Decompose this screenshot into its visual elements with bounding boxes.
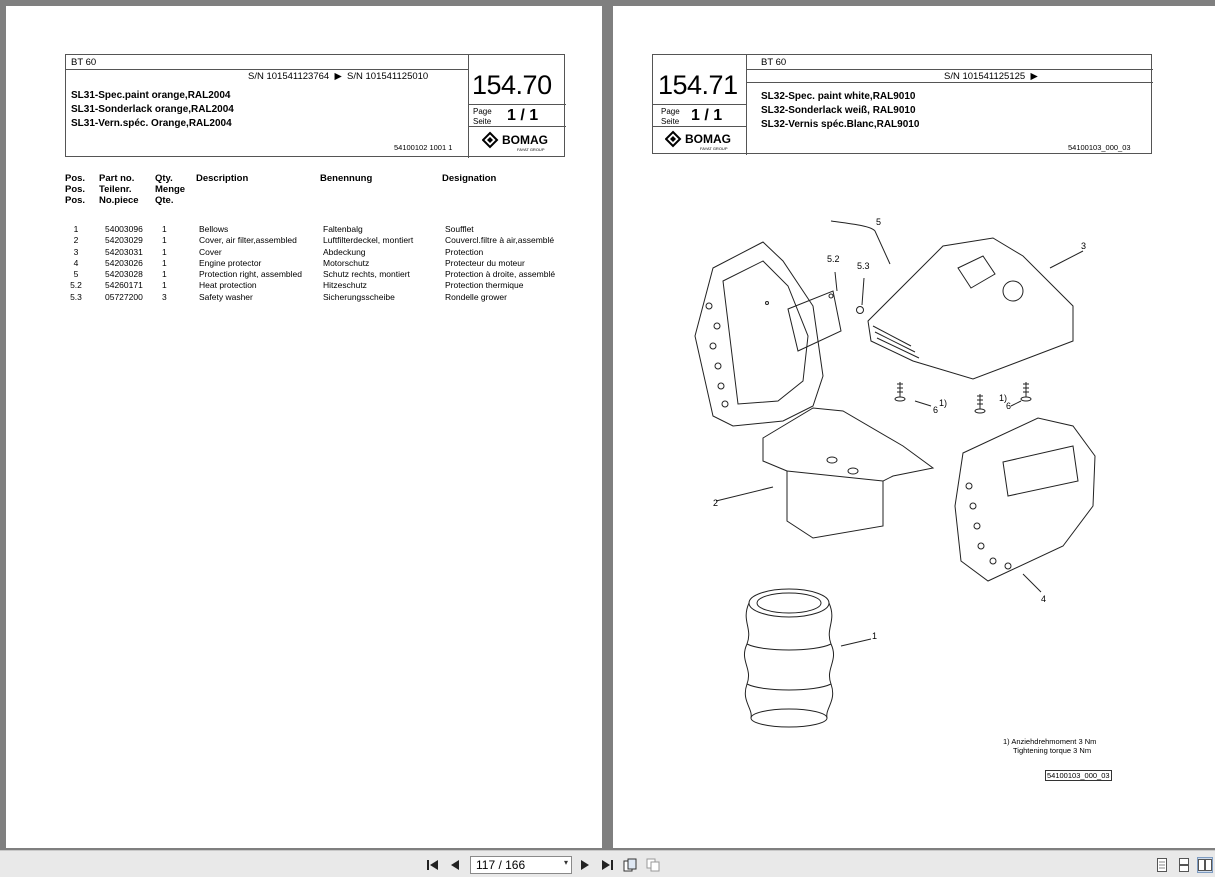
table-row: [65, 292, 575, 303]
table-row: [65, 269, 575, 280]
doc-code: 54100103_000_03: [1068, 143, 1131, 152]
cell-desc: Bellows: [199, 224, 229, 234]
svg-text:6: 6: [1006, 401, 1012, 411]
cell-des: Protection à droite, assemblé: [445, 269, 556, 280]
bellows-part: [744, 589, 871, 727]
svg-text:2: 2: [713, 498, 719, 508]
cell-pos: 5.2: [70, 280, 82, 291]
cell-part: 54203026: [105, 257, 143, 268]
rotate-icon[interactable]: [622, 857, 638, 873]
right-page: [613, 6, 1215, 848]
cell-qty: 3: [162, 291, 167, 302]
protection-right-part: [695, 242, 823, 426]
group-number: 154.70: [472, 70, 552, 100]
cell-des: Protecteur du moteur: [445, 257, 525, 268]
cell-pos: 3: [73, 246, 79, 257]
cell-ben: Motorschutz: [323, 257, 370, 268]
page-label: Page Seite: [661, 107, 680, 126]
header-box: [65, 54, 565, 157]
svg-text:4: 4: [1041, 594, 1047, 604]
page-fraction: 1 / 1: [691, 107, 723, 124]
cell-ben: Faltenbalg: [323, 224, 363, 234]
title-en: SL31-Spec.paint orange,RAL2004: [71, 90, 231, 101]
svg-text:1): 1): [939, 398, 948, 408]
svg-text:6: 6: [933, 405, 939, 415]
cell-part: 54203029: [105, 235, 143, 246]
svg-text:3: 3: [1081, 241, 1087, 251]
next-page-icon[interactable]: [579, 857, 591, 873]
safety-washer-part: [857, 307, 864, 314]
screw-part: [975, 394, 985, 413]
svg-text:FAYAT GROUP: FAYAT GROUP: [700, 146, 728, 151]
cell-part: 54260171: [105, 280, 143, 291]
model-label: BT 60: [71, 57, 97, 68]
cell-des: Protection: [445, 246, 484, 257]
cell-qty: 1: [162, 257, 167, 268]
page-label: Page Seite: [473, 107, 492, 126]
title-fr: SL31-Vern.spéc. Orange,RAL2004: [71, 118, 232, 129]
svg-text:5: 5: [876, 217, 882, 227]
cover-part: [868, 238, 1073, 379]
exploded-parts-drawing: [613, 6, 1215, 848]
drawing-code: 54100103_000_03: [1047, 771, 1110, 780]
screw-part: [1021, 382, 1031, 401]
svg-text:1: 1: [872, 631, 878, 641]
cell-qty: 1: [162, 246, 167, 257]
cell-part: 54003096: [105, 224, 143, 234]
cell-pos: 1: [73, 224, 79, 234]
serial-range: S/N 101541123764 ▶ S/N 101541125010: [248, 71, 429, 82]
engine-protector-part: [955, 418, 1095, 581]
last-page-icon[interactable]: [600, 857, 614, 873]
title-block: [71, 89, 234, 131]
title-en: SL32-Spec. paint white,RAL9010: [761, 91, 916, 102]
cell-desc: Cover: [199, 246, 222, 257]
cell-desc: Safety washer: [199, 291, 253, 302]
cell-des: Rondelle grower: [445, 291, 507, 302]
cell-des: Soufflet: [445, 224, 474, 234]
table-row: [65, 235, 575, 246]
cell-ben: Sicherungsscheibe: [323, 291, 395, 302]
cell-pos: 2: [73, 235, 79, 246]
cell-des: Couvercl.filtre à air,assemblé: [445, 235, 555, 246]
serial-number: S/N 101541125125 ▶: [944, 71, 1038, 82]
heat-protection-part: [788, 291, 841, 351]
table-row: [65, 280, 575, 291]
cell-desc: Engine protector: [199, 257, 262, 268]
cell-ben: Luftfilterdeckel, montiert: [323, 235, 414, 246]
cell-pos: 5: [73, 269, 79, 280]
cell-qty: 1: [162, 235, 167, 246]
cell-qty: 1: [162, 269, 167, 280]
model-label: BT 60: [761, 57, 787, 68]
svg-text:BOMAG: BOMAG: [502, 133, 548, 147]
cell-pos: 4: [73, 257, 79, 268]
table-row: [65, 247, 575, 258]
title-fr: SL32-Vernis spéc.Blanc,RAL9010: [761, 119, 920, 130]
copy-icon[interactable]: [645, 857, 661, 873]
previous-page-icon[interactable]: [449, 857, 461, 873]
cell-ben: Schutz rechts, montiert: [323, 269, 410, 280]
title-de: SL32-Sonderlack weiß, RAL9010: [761, 105, 916, 116]
svg-text:1): 1): [999, 393, 1008, 403]
cell-qty: 1: [162, 224, 167, 234]
first-page-icon[interactable]: [426, 857, 440, 873]
bomag-logo: [482, 131, 552, 153]
group-number: 154.71: [658, 70, 738, 100]
cell-desc: Protection right, assembled: [199, 269, 302, 280]
table-row: [65, 258, 575, 269]
cell-part: 54203028: [105, 269, 143, 280]
cell-ben: Hitzeschutz: [323, 280, 367, 291]
cell-ben: Abdeckung: [323, 246, 366, 257]
cell-part: 54203031: [105, 246, 143, 257]
table-row: [65, 224, 575, 235]
single-page-view-icon[interactable]: [1155, 857, 1169, 873]
svg-text:5.2: 5.2: [827, 254, 840, 264]
torque-footnote: 1) Anziehdrehmoment 3 Nm Tightening torque 3 Nm: [1003, 737, 1097, 755]
title-de: SL31-Sonderlack orange,RAL2004: [71, 104, 234, 115]
cell-pos: 5.3: [70, 291, 82, 302]
air-filter-cover-part: [763, 408, 933, 538]
screw-part: [895, 382, 905, 401]
viewer-toolbar: [0, 850, 1215, 877]
page-fraction: 1 / 1: [507, 107, 539, 124]
parts-table: [65, 224, 575, 303]
doc-code: 54100102 1001 1: [394, 143, 453, 152]
cell-part: 05727200: [105, 291, 143, 302]
chevron-down-icon[interactable]: ▾: [563, 858, 568, 867]
cell-des: Protection thermique: [445, 280, 524, 291]
page-number-input[interactable]: 117 / 166 ▾: [470, 856, 572, 874]
svg-text:BOMAG: BOMAG: [685, 132, 731, 146]
cell-desc: Cover, air filter,assembled: [199, 235, 297, 246]
left-page: BT 60 S/N 101541123764 ▶ S/N 101541125010 SL31-Spec.paint orange,RAL2004 SL31-Sonderlack orange,RAL2004 SL31-Vern.spéc. Orange,RAL2004 54100102 1001 1 154.70 Page Seite 1 / 1 BOMAG FAYAT GROUP Pos. Pos. Pos. Part no. Teilenr. No.piece Qty. Menge Qte. Description Benennung Designation 1 54003096 1 Bellows Faltenbalg Soufflet 2 54203029 1 Cover, air filter,assembled Luftfilterdeckel, montiert Couvercl.filtre à air,assemblé 3 54203031 1 Cover Abdeckung Protection 4 54203026 1 Engine protector Motorschutz Protecteur du moteur 5 54203028 1 Protection right, assembled Schutz rechts, montiert Protection à droite, assemblé 5.2 54260171 1 Heat protection Hitzeschutz Protection thermique 5.3 05727200 3 Safety washer Sicherungsscheibe Rondelle grower: [6, 6, 602, 848]
continuous-view-icon[interactable]: [1177, 857, 1191, 873]
cell-desc: Heat protection: [199, 280, 257, 291]
two-page-view-icon[interactable]: [1197, 857, 1213, 873]
svg-text:5.3: 5.3: [857, 261, 870, 271]
svg-text:FAYAT GROUP: FAYAT GROUP: [517, 147, 545, 152]
cell-qty: 1: [162, 280, 167, 291]
